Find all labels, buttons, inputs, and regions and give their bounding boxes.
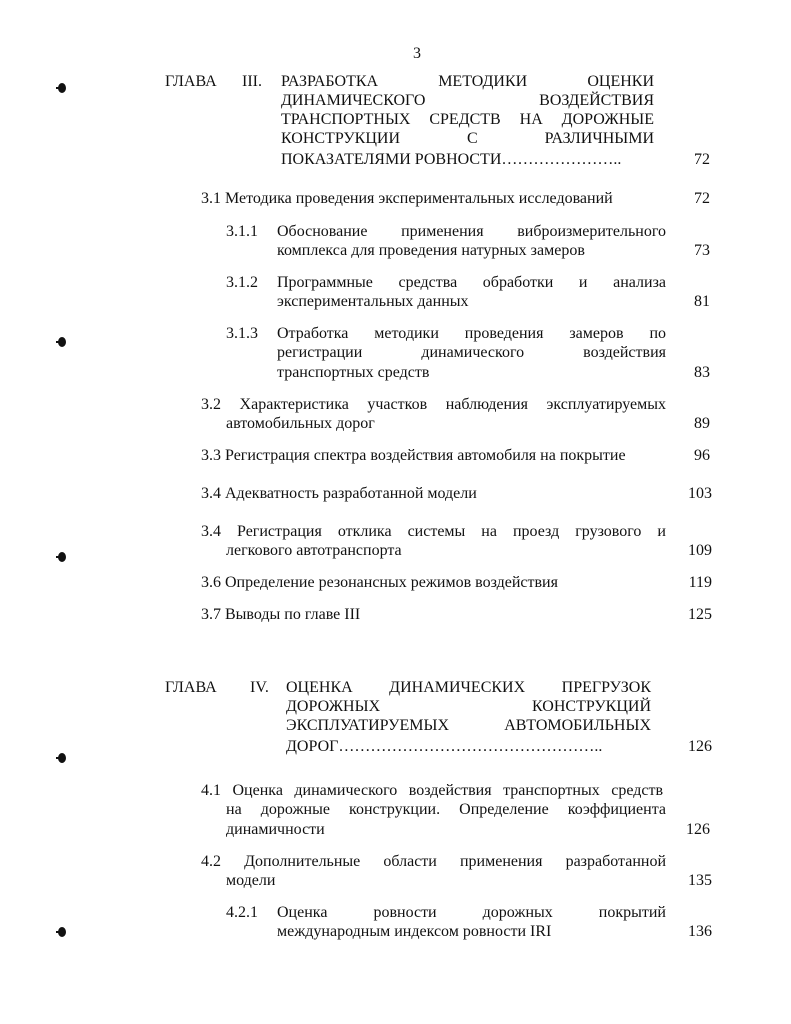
toc-entry: комплекса для проведения натурных замеров [277, 242, 585, 259]
toc-page-number: 81 [694, 293, 710, 310]
binding-hole-mark [56, 551, 66, 563]
chapter-title-line: РАЗРАБОТКА МЕТОДИКИ ОЦЕНКИ [281, 73, 654, 90]
toc-entry: 3.4 Регистрация отклика системы на проезд грузового и [201, 523, 666, 540]
toc-entry: 3.1 Методика проведения экспериментальных исследований [201, 190, 613, 207]
toc-entry-number: 3.1.1 [226, 223, 258, 240]
toc-entry: автомобильных дорог [226, 415, 375, 432]
toc-entry: Оценка ровности дорожных покрытий [277, 904, 666, 921]
toc-page-number: 126 [686, 821, 710, 838]
toc-page-number: 126 [688, 738, 712, 755]
toc-entry: 3.3 Регистрация спектра воздействия автомобиля на покрытие [201, 447, 626, 464]
toc-page-number: 89 [694, 415, 710, 432]
chapter-title-line: КОНСТРУКЦИИ С РАЗЛИЧНЫМИ [281, 130, 654, 147]
toc-page-number: 73 [694, 242, 710, 259]
toc-entry: 3.7 Выводы по главе III [201, 606, 361, 623]
toc-entry: динамичности [226, 821, 325, 838]
toc-page-number: 72 [694, 190, 710, 207]
toc-page-number: 125 [688, 606, 712, 623]
toc-entry: 3.4 Адекватность разработанной модели [201, 485, 477, 502]
chapter-title-line: ЭКСПЛУАТИРУЕМЫХ АВТОМОБИЛЬНЫХ [286, 717, 651, 734]
toc-entry: 3.6 Определение резонансных режимов воздействия [201, 574, 558, 591]
toc-entry: Обоснование применения виброизмерительного [277, 223, 666, 240]
toc-entry: 4.2 Дополнительные области применения разработанной [201, 853, 666, 870]
toc-entry-number: 3.1.3 [226, 325, 258, 342]
toc-page-number: 135 [688, 872, 712, 889]
toc-entry: на дорожные конструкции. Определение коэффициента [226, 801, 666, 818]
toc-page-number: 119 [688, 574, 712, 591]
page-number: 3 [413, 45, 421, 62]
chapter-title-line: ПОКАЗАТЕЛЯМИ РОВНОСТИ………………….. [281, 151, 622, 168]
toc-entry: Программные средства обработки и анализа [277, 274, 666, 291]
toc-entry-number: 3.1.2 [226, 274, 258, 291]
toc-entry: модели [226, 872, 276, 889]
toc-entry: регистрации динамического воздействия [277, 344, 666, 361]
toc-page-number: 136 [688, 923, 712, 940]
chapter-label: ГЛАВА [165, 73, 217, 90]
chapter-title-line: ТРАНСПОРТНЫХ СРЕДСТВ НА ДОРОЖНЫЕ [281, 111, 654, 128]
binding-hole-mark [56, 926, 66, 938]
toc-entry-number: 4.2.1 [226, 904, 258, 921]
toc-entry: легкового автотранспорта [226, 542, 402, 559]
chapter-label: ГЛАВА [165, 679, 217, 696]
toc-entry: 3.2 Характеристика участков наблюдения эксплуатируемых [201, 396, 666, 413]
toc-page-number: 83 [694, 364, 710, 381]
toc-page-number: 72 [694, 151, 710, 168]
chapter-title-line: ДОРОГ………………………………………….. [286, 738, 603, 755]
toc-entry: транспортных средств [277, 364, 430, 381]
chapter-number: III. [242, 73, 262, 90]
toc-entry: 4.1 Оценка динамического воздействия транспортных средств [201, 782, 663, 799]
binding-hole-mark [56, 336, 66, 348]
toc-page-number: 109 [688, 542, 712, 559]
binding-hole-mark [56, 82, 66, 94]
chapter-title-line: ДИНАМИЧЕСКОГО ВОЗДЕЙСТВИЯ [281, 92, 654, 109]
toc-page-number: 103 [688, 485, 712, 502]
chapter-title-line: ОЦЕНКА ДИНАМИЧЕСКИХ ПРЕГРУЗОК [286, 679, 651, 696]
toc-entry: международным индексом ровности IRI [277, 923, 552, 940]
toc-entry: экспериментальных данных [277, 293, 469, 310]
toc-page-number: 96 [694, 447, 710, 464]
binding-hole-mark [56, 752, 66, 764]
chapter-number: IV. [250, 679, 269, 696]
toc-entry: Отработка методики проведения замеров по [277, 325, 666, 342]
chapter-title-line: ДОРОЖНЫХ КОНСТРУКЦИЙ [286, 698, 651, 715]
